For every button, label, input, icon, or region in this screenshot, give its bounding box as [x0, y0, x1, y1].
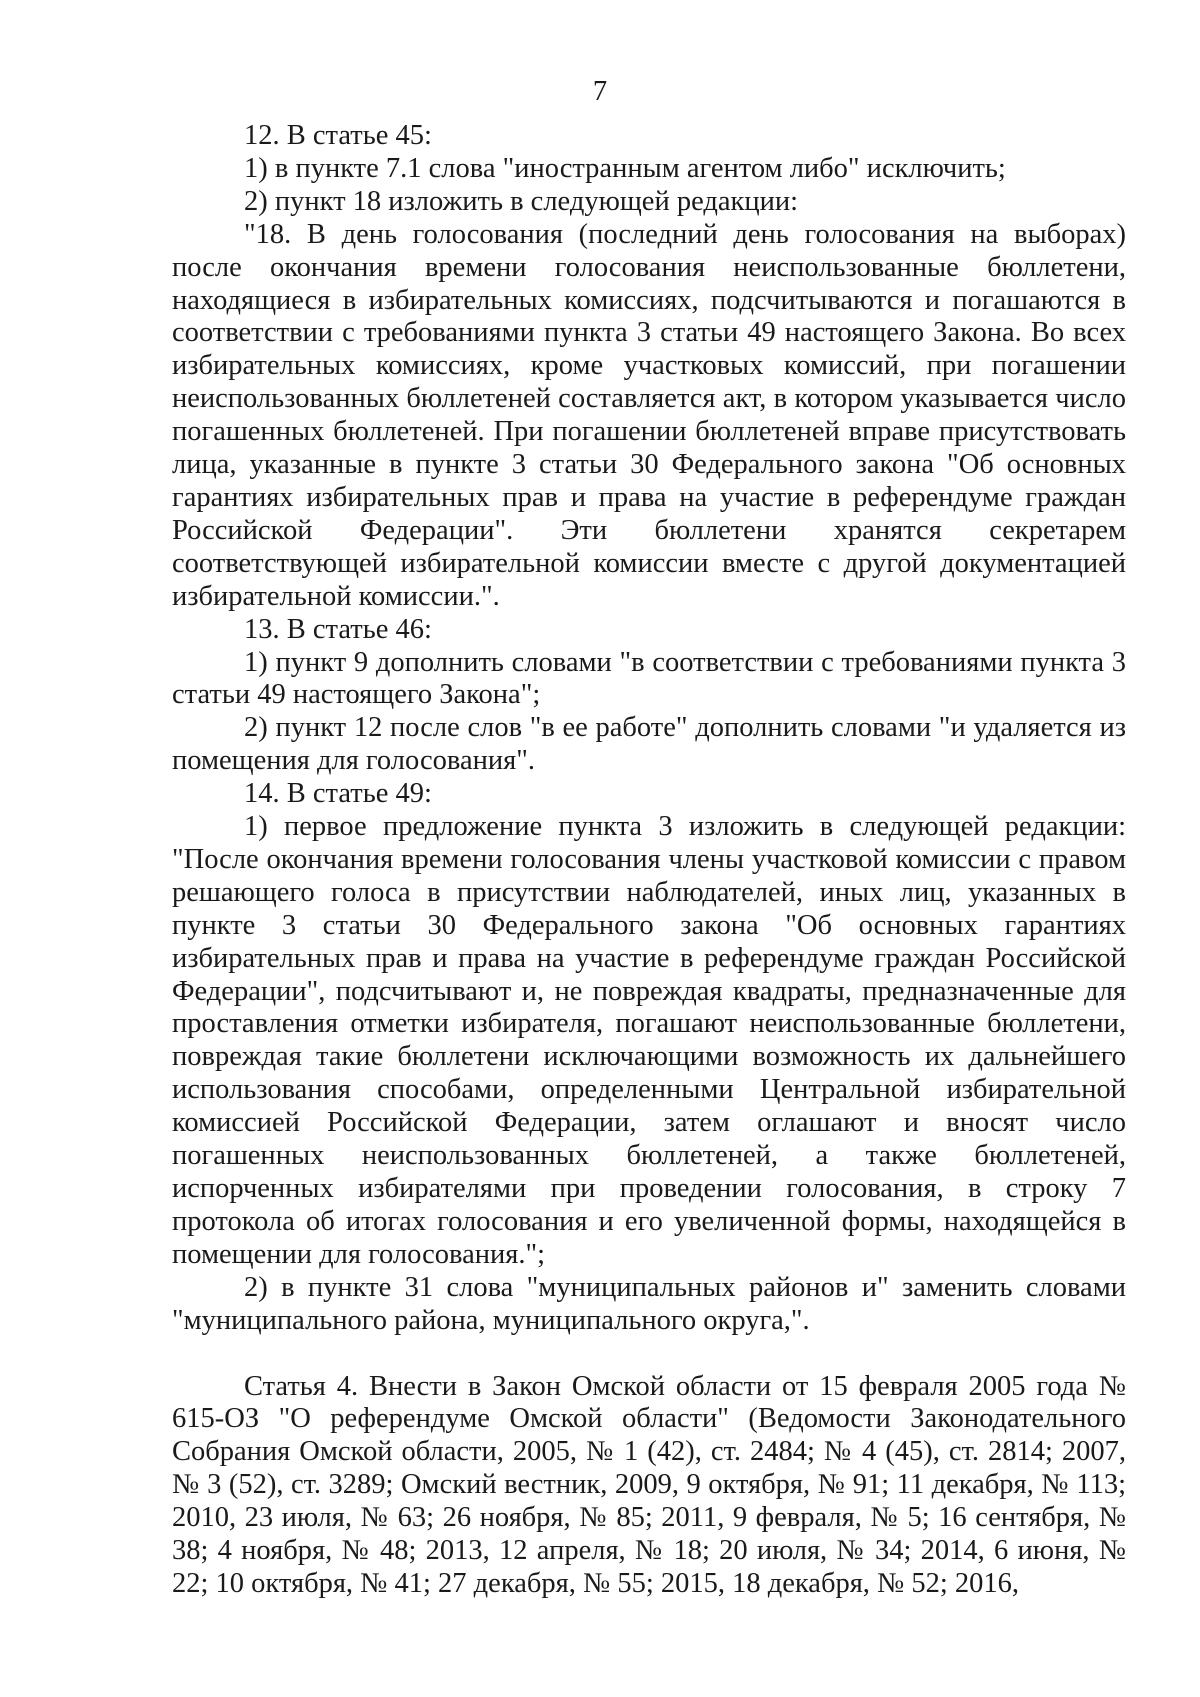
item-12-heading: 12. В статье 45:	[244, 120, 432, 151]
article-4-paragraph: Статья 4. Внести в Закон Омской области от 15 февраля 2005 года № 615-ОЗ "О референдуме Омской области" (Ведомости Законодательного Собрания Омской области, 2005, № 1 (42), ст. 2484; № 4 (45), ст. 2814; 2007, № 3 (52), ст. 3289; Омский вестник, 2009, 9 октября, № 91; 11 декабря, № 113; 2010, 23 июля, № 63; 26 ноября, № 85; 2011, 9 февраля, № 5; 16 сентября, № 38; 4 ноября, № 48; 2013, 12 апреля, № 18; 20 июля, № 34; 2014, 6 июня, № 22; 10 октября, № 41; 27 декабря, № 55; 2015, 18 декабря, № 52; 2016,	[172, 1370, 1126, 1599]
item-12-new-text-point-18: "18. В день голосования (последний день голосования на выборах) после окончания времени голосования неиспользованные бюллетени, находящиеся в избирательных комиссиях, подсчитываются и погашаются в соответствии с требованиями пункта 3 статьи 49 настоящего Закона. Во всех избирательных комиссиях, кроме участковых комиссий, при погашении неиспользованных бюллетеней составляется акт, в котором указывается число погашенных бюллетеней. При погашении бюллетеней вправе присутствовать лица, указанные в пункте 3 статьи 30 Федерального закона "Об основных гарантиях избирательных прав и права на участие в референдуме граждан Российской Федерации". Эти бюллетени хранятся секретарем соответствующей избирательной комиссии вместе с другой документацией избирательной комиссии.".	[172, 218, 1126, 612]
document-body	[172, 120, 1126, 1601]
item-12-sub-2: 2) пункт 18 изложить в следующей редакции:	[244, 185, 799, 217]
item-13-sub-1: 1) пункт 9 дополнить словами "в соответствии с требованиями пункта 3 статьи 49 настоящего Закона";	[172, 646, 1126, 711]
page-number: 7	[592, 76, 608, 107]
item-14-sub-2: 2) в пункте 31 слова "муниципальных районов и" заменить словами "муниципального района, муниципального округа,".	[172, 1271, 1126, 1336]
item-14-heading: 14. В статье 49:	[244, 778, 432, 810]
item-12-sub-1: 1) в пункте 7.1 слова "иностранным агентом либо" исключить;	[244, 152, 1006, 184]
item-13-sub-2: 2) пункт 12 после слов "в ее работе" дополнить словами "и удаляется из помещения для голосования".	[172, 712, 1126, 777]
item-14-sub-1: 1) первое предложение пункта 3 изложить в следующей редакции: "После окончания времени голосования члены участковой комиссии с правом решающего голоса в присутствии наблюдателей, иных лиц, указанных в пункте 3 статьи 30 Федерального закона "Об основных гарантиях избирательных прав и права на участие в референдуме граждан Российской Федерации", подсчитывают и, не повреждая квадраты, предназначенные для проставления отметки избирателя, погашают неиспользованные бюллетени, повреждая такие бюллетени исключающими возможность их дальнейшего использования способами, определенными Центральной избирательной комиссией Российской Федерации, затем оглашают и вносят число погашенных неиспользованных бюллетеней, а также бюллетеней, испорченных избирателями при проведении голосования, в строку 7 протокола об итогах голосования и его увеличенной формы, находящейся в помещении для голосования.";	[172, 811, 1126, 1270]
item-13-heading: 13. В статье 46:	[244, 613, 432, 645]
